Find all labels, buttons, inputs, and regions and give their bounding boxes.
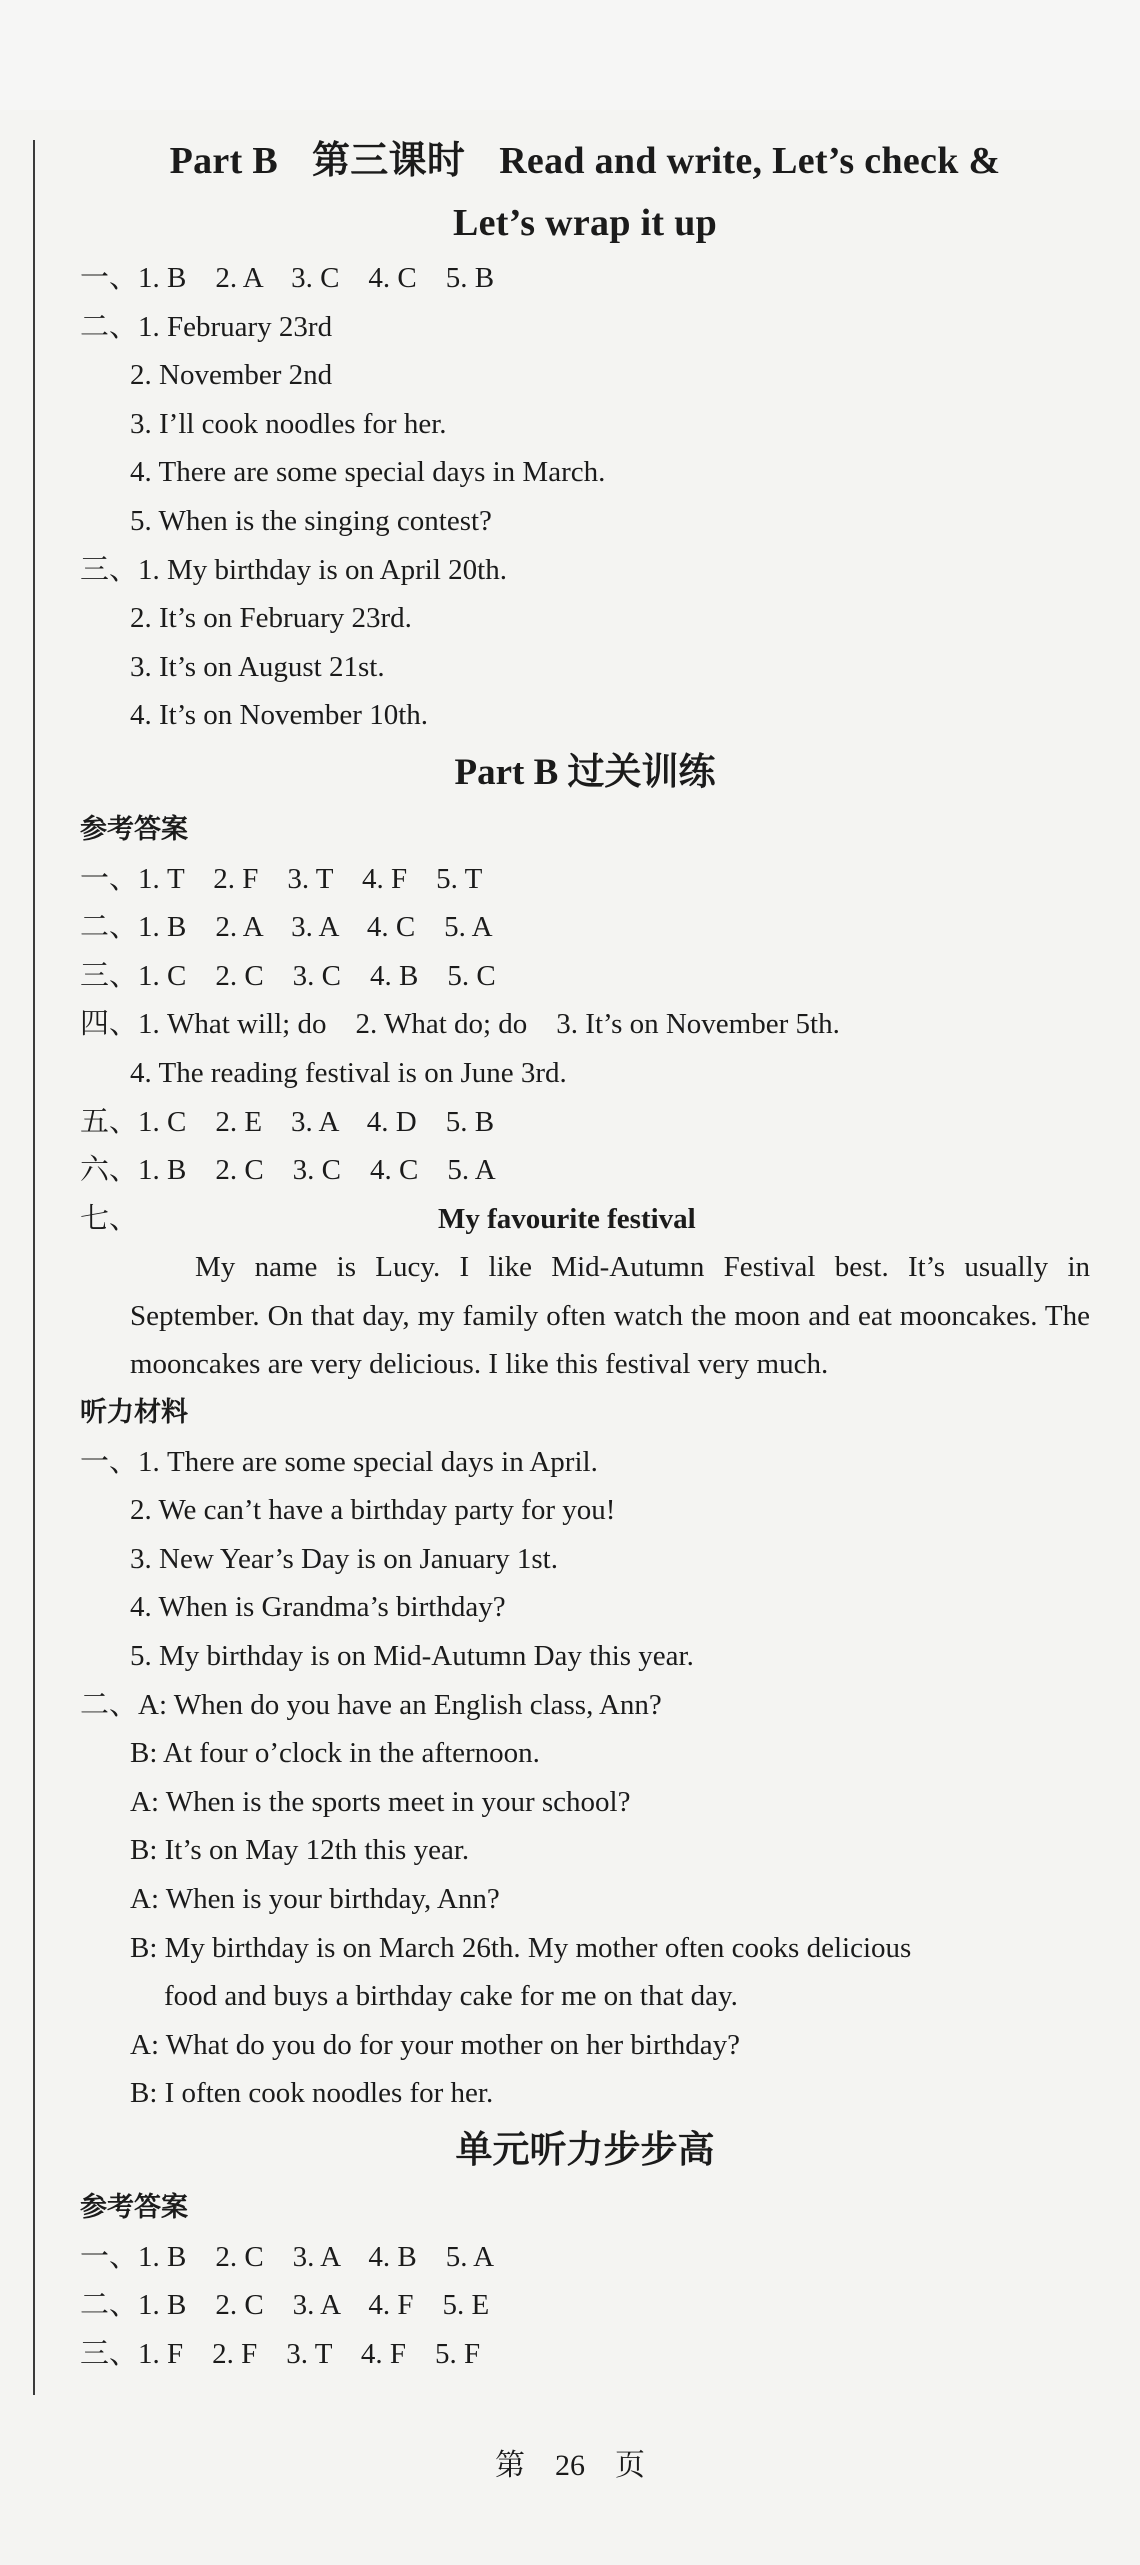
title-part: Part B bbox=[169, 140, 278, 182]
title-topic: Read and write, Let’s check & bbox=[499, 140, 1001, 182]
section-title: 单元听力步步高 bbox=[455, 2129, 715, 2171]
answer-line: 四、1. What will; do 2. What do; do 3. It’s on November 5th. bbox=[80, 1008, 840, 1041]
essay-title: My favourite festival bbox=[438, 1202, 696, 1235]
answer-line: 二、1. February 23rd bbox=[80, 310, 333, 343]
script-line: B: I often cook noodles for her. bbox=[130, 2077, 494, 2110]
essay-header bbox=[80, 1195, 1090, 1244]
answer-line: 五、1. C 2. E 3. A 4. D 5. B bbox=[80, 1105, 495, 1138]
lesson-title-line2: Let’s wrap it up bbox=[452, 202, 718, 244]
answer-line: 2. It’s on February 23rd. bbox=[130, 602, 412, 635]
answer-line: 4. It’s on November 10th. bbox=[130, 699, 429, 732]
answer-line: 三、1. F 2. F 3. T 4. F 5. F bbox=[80, 2337, 481, 2370]
page-number: 第 26 页 bbox=[495, 2449, 645, 2482]
answer-line: 三、1. C 2. C 3. C 4. B 5. C bbox=[80, 959, 496, 992]
answer-line: 一、1. B 2. C 3. A 4. B 5. A bbox=[80, 2240, 495, 2273]
answer-line: 2. November 2nd bbox=[130, 359, 333, 392]
script-line: A: When is the sports meet in your school? bbox=[130, 1785, 631, 1818]
title-lesson: 第三课时 bbox=[311, 140, 466, 182]
script-line: B: At four o’clock in the afternoon. bbox=[130, 1737, 540, 1770]
answer-line: 一、1. T 2. F 3. T 4. F 5. T bbox=[80, 862, 483, 895]
answer-line: 三、1. My birthday is on April 20th. bbox=[80, 553, 507, 586]
page-content bbox=[80, 130, 1090, 2378]
essay-text: My name is Lucy. I like Mid-Autumn Festival best. It’s usually in September. On that day, my family often watch the moon and eat mooncakes. The mooncakes are very delicious. I like this festival very much. bbox=[130, 1251, 1090, 1381]
left-margin-rule bbox=[33, 140, 35, 2395]
script-line: 5. My birthday is on Mid-Autumn Day this year. bbox=[130, 1640, 694, 1673]
listening-label: 听力材料 bbox=[80, 1397, 188, 1429]
answer-line: 二、1. B 2. A 3. A 4. C 5. A bbox=[80, 911, 493, 944]
script-line: A: What do you do for your mother on her birthday? bbox=[130, 2028, 740, 2061]
answer-line: 4. There are some special days in March. bbox=[130, 456, 606, 489]
answer-line: 3. I’ll cook noodles for her. bbox=[130, 407, 447, 440]
lesson-title-line1 bbox=[80, 130, 1090, 192]
answer-line: 4. The reading festival is on June 3rd. bbox=[130, 1056, 567, 1089]
script-line: 4. When is Grandma’s birthday? bbox=[130, 1591, 506, 1624]
script-line: 2. We can’t have a birthday party for you! bbox=[130, 1494, 616, 1527]
script-line: food and buys a birthday cake for me on that day. bbox=[164, 1980, 738, 2013]
script-line: B: My birthday is on March 26th. My mother often cooks delicious bbox=[130, 1931, 912, 1964]
question-number: 七、 bbox=[80, 1202, 139, 1235]
script-line: 3. New Year’s Day is on January 1st. bbox=[130, 1542, 558, 1575]
answer-line: 一、1. B 2. A 3. C 4. C 5. B bbox=[80, 262, 495, 294]
script-line: 一、1. There are some special days in April. bbox=[80, 1445, 598, 1478]
answer-line: 3. It’s on August 21st. bbox=[130, 650, 385, 683]
answer-line: 5. When is the singing contest? bbox=[130, 504, 492, 537]
answer-line: 六、1. B 2. C 3. C 4. C 5. A bbox=[80, 1154, 496, 1187]
answers-label: 参考答案 bbox=[80, 813, 188, 845]
script-line: A: When is your birthday, Ann? bbox=[130, 1883, 500, 1915]
essay-body bbox=[80, 1243, 1090, 1389]
answers-label: 参考答案 bbox=[80, 2191, 188, 2223]
answer-line: 二、1. B 2. C 3. A 4. F 5. E bbox=[80, 2289, 490, 2322]
script-line: B: It’s on May 12th this year. bbox=[130, 1834, 470, 1867]
page-top-margin bbox=[0, 0, 1140, 110]
script-line: 二、A: When do you have an English class, Ann? bbox=[80, 1688, 662, 1721]
section-title: Part B 过关训练 bbox=[454, 751, 716, 793]
